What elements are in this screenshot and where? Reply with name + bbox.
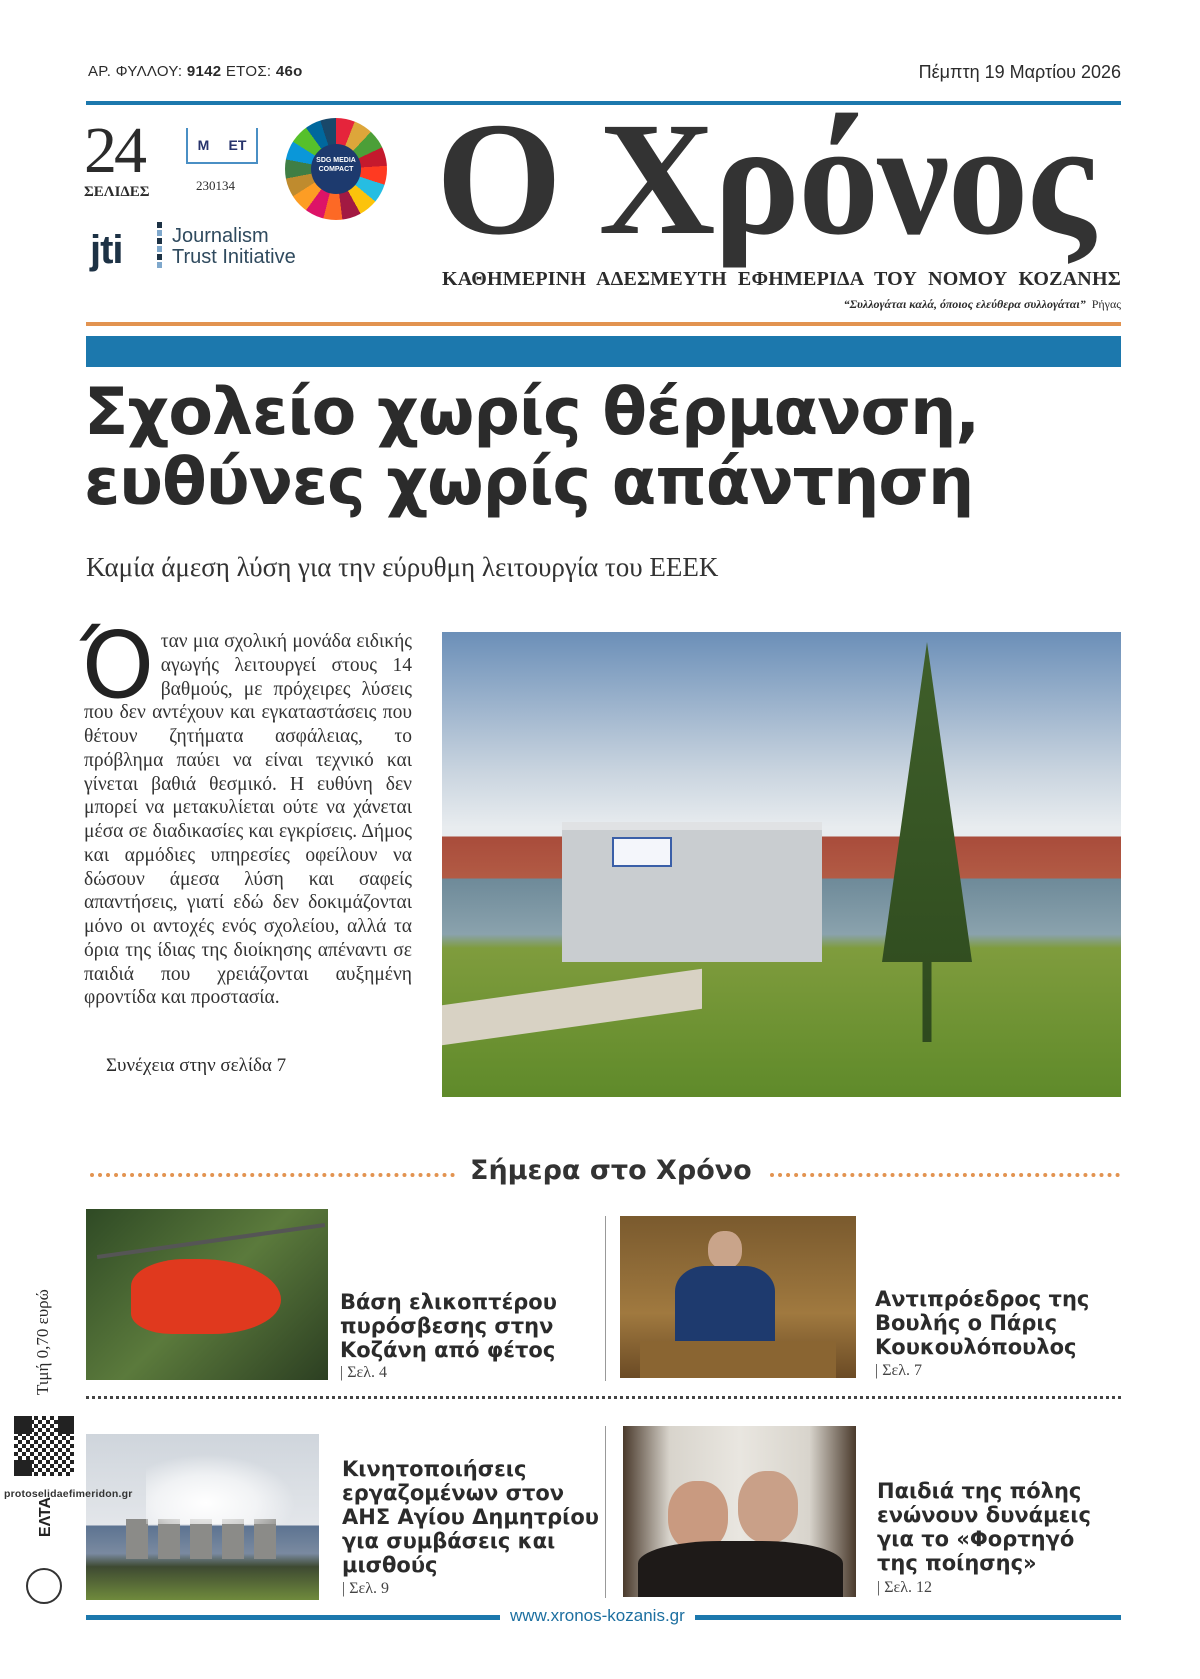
jti-logo-mark: jti <box>90 228 123 272</box>
helicopter-rotor <box>97 1223 325 1259</box>
motto-author: Ρήγας <box>1091 297 1121 311</box>
power-plant-photo <box>86 1434 319 1600</box>
headline-line2: ευθύνες χωρίς απάντηση <box>84 445 974 520</box>
section-title: Σήμερα στο Χρόνο <box>470 1155 752 1186</box>
issue-info <box>88 63 303 80</box>
seal-icon <box>26 1568 62 1604</box>
steam <box>146 1454 296 1524</box>
jti-logo-text <box>172 226 296 268</box>
speaker-suit <box>675 1266 775 1351</box>
orange-divider <box>86 322 1121 326</box>
section-dots-left <box>90 1173 455 1177</box>
article-title[interactable]: Αντιπρόεδρος της Βουλής ο Πάρις Κουκουλόπουλος <box>875 1287 1090 1359</box>
motto-text: “Συλλογάται καλά, όποιος ελεύθερα συλλογάται” <box>843 297 1086 311</box>
people-clothes <box>638 1541 843 1597</box>
pages-label: ΣΕΛΙΔΕΣ <box>84 184 150 200</box>
masthead-title: Ο Χρόνος <box>436 90 1093 269</box>
helicopter-photo <box>86 1209 328 1380</box>
sdg-logo-text: SDG MEDIA COMPACT <box>311 144 361 194</box>
website-link[interactable]: www.xronos-kozanis.gr <box>500 1606 695 1626</box>
cooling-towers <box>126 1519 276 1559</box>
article-page: | Σελ. 9 <box>342 1580 389 1597</box>
article-page: | Σελ. 7 <box>875 1362 922 1379</box>
lead-subheadline: Καμία άμεση λύση για την εύρυθμη λειτουργία του ΕΕΕΚ <box>86 552 719 582</box>
podium <box>640 1341 836 1378</box>
school-sign <box>612 837 672 867</box>
met-logo-right: ET <box>228 137 247 153</box>
issue-label: ΑΡ. ΦΥΛΛΟΥ: <box>88 63 183 80</box>
jti-logo-bar <box>157 222 162 270</box>
drop-cap: Ό <box>80 612 155 719</box>
person-face <box>738 1471 798 1543</box>
section-dots-right <box>770 1173 1120 1177</box>
jti-line1: Journalism <box>172 225 269 247</box>
source-watermark: protoselidaefimeridon.gr <box>4 1488 133 1500</box>
column-separator <box>605 1426 606 1598</box>
tree <box>882 642 972 1042</box>
sdg-media-compact-logo <box>285 118 387 220</box>
lead-headline[interactable] <box>84 375 980 520</box>
price-label: Τιμή 0,70 ευρώ <box>33 1289 52 1395</box>
headline-line1: Σχολείο χωρίς θέρμανση, <box>84 375 980 450</box>
speaker-head <box>708 1231 742 1269</box>
met-logo <box>186 128 258 164</box>
row-divider <box>86 1396 1121 1399</box>
pages-count: 24 <box>84 114 144 187</box>
elta-logo: ΕΛΤΑ <box>37 1496 55 1538</box>
continued-link[interactable]: Συνέχεια στην σελίδα 7 <box>106 1055 287 1076</box>
article-title[interactable]: Βάση ελικοπτέρου πυρόσβεσης στην Κοζάνη από φέτος <box>340 1290 557 1362</box>
lead-body <box>80 612 412 1010</box>
article-page: | Σελ. 12 <box>877 1579 932 1596</box>
year-number: 46ο <box>275 63 303 80</box>
qr-code-icon[interactable] <box>13 1415 75 1477</box>
issue-date: Πέμπτη 19 Μαρτίου 2026 <box>918 62 1121 82</box>
issue-number: 9142 <box>186 63 222 80</box>
masthead-tagline: ΚΑΘΗΜΕΡΙΝΗ ΑΔΕΣΜΕΥΤΗ ΕΦΗΜΕΡΙΔΑ ΤΟΥ ΝΟΜΟΥ ΚΟΖΑΝΗΣ <box>442 268 1121 290</box>
motto <box>844 297 1121 312</box>
lead-body-text: ταν μια σχολική μονάδα ειδικής αγωγής λειτουργεί στους 14 βαθμούς, με πρόχειρες λύσεις που δεν αντέχουν και εγκαταστάσεις που θέτουν ζητήματα ασφάλειας, το πρόβλημα παύει να είναι τεχνικό και γίνεται βαθιά θεσμικό. Η ευθύνη δεν μπορεί να μετακυλίεται ούτε να χάνεται μέσα σε διαδικασίες και εγκρίσεις. Δήμος και αρμόδιες υπηρεσίες οφείλουν να δώσουν άμεσα λύση και σαφείς απαντήσεις, γιατί εδώ δεν δοκιμάζονται μόνο οι αντοχές ενός σχολείου, αλλά τα όρια της ίδιας της διοίκησης απέναντι σε παιδιά που χρειάζονται αυξημένη φροντίδα και προστασία. <box>84 631 412 1009</box>
article-page: | Σελ. 4 <box>340 1364 387 1381</box>
blue-banner <box>86 336 1121 367</box>
met-number: 230134 <box>196 178 235 193</box>
met-logo-left: M <box>197 137 210 153</box>
poets-photo <box>623 1426 856 1597</box>
parliament-photo <box>620 1216 856 1378</box>
jti-line2: Trust Initiative <box>172 246 296 268</box>
column-separator <box>605 1216 606 1381</box>
year-label: ΕΤΟΣ: <box>225 63 272 80</box>
school-entrance <box>562 822 822 962</box>
path <box>442 969 702 1046</box>
article-title[interactable]: Κινητοποιήσεις εργαζομένων στον ΑΗΣ Αγίου Δημητρίου για συμβάσεις και μισθούς <box>342 1457 599 1577</box>
school-photo <box>442 632 1121 1097</box>
helicopter-body <box>131 1259 281 1334</box>
article-title[interactable]: Παιδιά της πόλης ενώνουν δυνάμεις για το «Φορτηγό της ποίησης» <box>877 1479 1091 1575</box>
